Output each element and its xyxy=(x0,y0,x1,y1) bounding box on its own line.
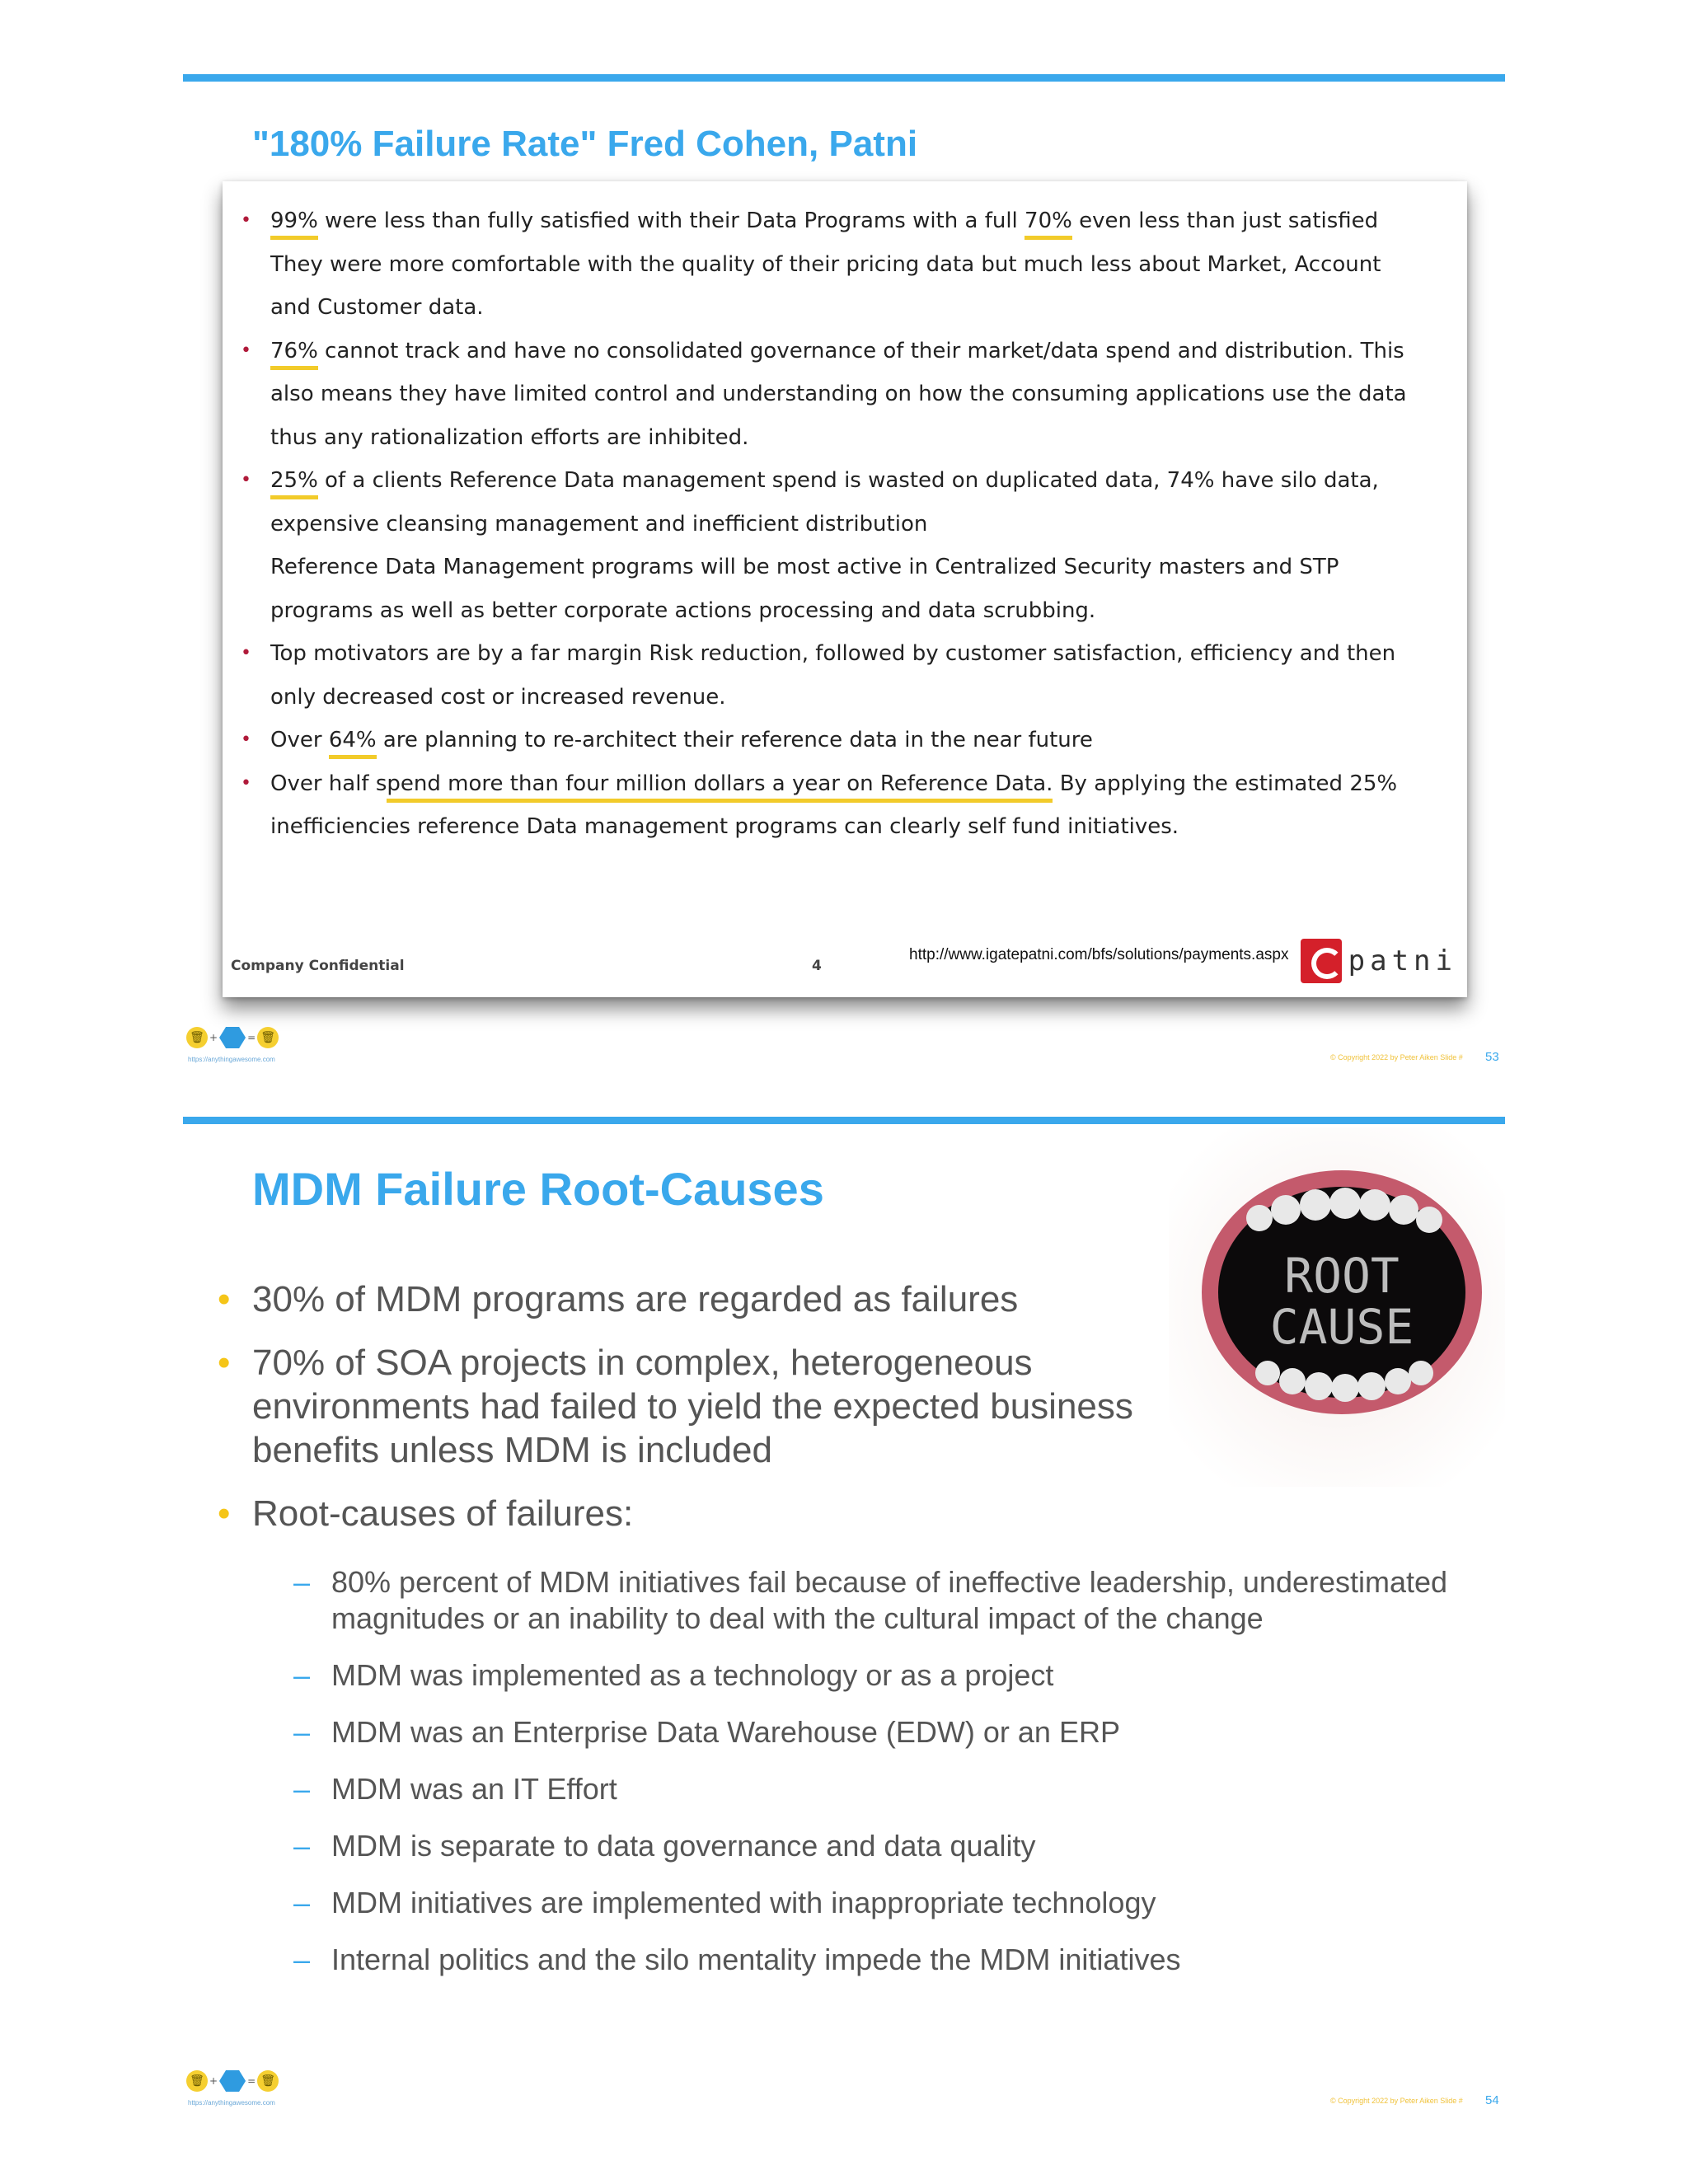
footer-url: https://anythingawesome.com xyxy=(188,1056,275,1063)
image-text-cause: CAUSE xyxy=(1269,1299,1414,1355)
highlighted-stat: 25% xyxy=(270,468,318,499)
slide-title: MDM Failure Root-Causes xyxy=(252,1163,824,1215)
dash-icon: – xyxy=(293,1658,311,1692)
bullet-icon: • xyxy=(241,470,251,490)
patni-logo xyxy=(1301,938,1457,984)
list-item: – MDM was an IT Effort xyxy=(293,1772,617,1806)
highlighted-stat: 99% xyxy=(270,209,318,240)
patni-logo-text: patni xyxy=(1348,944,1457,977)
dash-icon: – xyxy=(293,1943,311,1976)
trash-icon: 🗑 xyxy=(257,1027,279,1048)
bullet-icon: • xyxy=(241,729,251,750)
list-item: • Top motivators are by a far margin Risk reduction, followed by customer satisfaction, efficiency and then only decreased cost or increased revenue. xyxy=(241,632,1428,719)
list-item: – MDM was implemented as a technology or as a project xyxy=(293,1658,1054,1692)
dash-icon: – xyxy=(293,1565,311,1599)
list-item: • 76% cannot track and have no consolidated governance of their market/data spend and distribution. This also means they have limited control and understanding on how the consuming applications use the data thus any rationalization efforts are inhibited. xyxy=(241,330,1428,460)
hexagon-icon xyxy=(219,1027,246,1048)
list-item: • Root-causes of failures: xyxy=(218,1493,634,1534)
footer-copyright: © Copyright 2022 by Peter Aiken Slide # xyxy=(1330,2097,1463,2105)
company-confidential-label: Company Confidential xyxy=(231,958,405,974)
root-cause-mouth-image xyxy=(1169,1127,1505,1487)
footer-url: https://anythingawesome.com xyxy=(188,2099,275,2107)
sub-bullet-list xyxy=(293,1564,1472,1999)
list-item: – MDM was an Enterprise Data Warehouse (EDW) or an ERP xyxy=(293,1715,1120,1749)
bullet-list xyxy=(241,199,1428,849)
patni-logo-icon xyxy=(1301,939,1342,983)
list-item: • Over half spend more than four million dollars a year on Reference Data. By applying the estimated 25% inefficiencies reference Data management programs can clearly self fund initiatives. xyxy=(241,762,1428,849)
dash-icon: – xyxy=(293,1772,311,1806)
dash-icon: – xyxy=(293,1715,311,1749)
footer-page-number: 54 xyxy=(1485,2093,1499,2107)
bullet-icon: • xyxy=(241,643,251,663)
highlighted-phrase: pend more than four million dollars a year on Reference Data. xyxy=(387,771,1053,803)
main-bullet-list xyxy=(218,1277,1200,1555)
footer-page-number: 53 xyxy=(1485,1050,1499,1064)
list-item: – MDM initiatives are implemented with inappropriate technology xyxy=(293,1886,1156,1919)
dash-icon: – xyxy=(293,1886,311,1919)
mouth-illustration xyxy=(1169,1127,1505,1487)
highlighted-stat: 70% xyxy=(1025,209,1072,240)
bullet-icon: • xyxy=(218,1493,231,1534)
list-item: They were more comfortable with the quality of their pricing data but much less about Market, Account and Customer data. xyxy=(270,251,1381,320)
list-item: – MDM is separate to data governance and data quality xyxy=(293,1829,1036,1863)
highlighted-stat: 64% xyxy=(329,728,377,759)
slide-top-bar xyxy=(183,1117,1505,1124)
list-item: • 99% were less than fully satisfied with their Data Programs with a full 70% even less than just satisfied xyxy=(241,199,1428,243)
footer-logo: 🗑 + = 🗑 xyxy=(186,2070,279,2092)
list-item: Reference Data Management programs will be most active in Centralized Security masters and STP programs as well as better corporate actions processing and data scrubbing. xyxy=(270,555,1339,623)
dash-icon: – xyxy=(293,1829,311,1863)
slide-top-bar xyxy=(183,74,1505,82)
list-item: – 80% percent of MDM initiatives fail because of ineffective leadership, underestimated magnitudes or an inability to deal with the cultural impact of the change xyxy=(293,1565,1448,1635)
inner-page-number: 4 xyxy=(812,958,822,974)
trash-icon: 🗑 xyxy=(186,1027,208,1048)
embedded-slide-screenshot xyxy=(223,181,1467,997)
trash-icon: 🗑 xyxy=(186,2070,208,2092)
footer-copyright: © Copyright 2022 by Peter Aiken Slide # xyxy=(1330,1053,1463,1062)
list-item: • 30% of MDM programs are regarded as failures xyxy=(218,1279,1019,1319)
bullet-icon: • xyxy=(218,1279,231,1319)
list-item: • 25% of a clients Reference Data management spend is wasted on duplicated data, 74% have silo data, expensive cleansing management and inefficient distribution xyxy=(241,459,1428,546)
highlighted-stat: 76% xyxy=(270,339,318,370)
slide-title: "180% Failure Rate" Fred Cohen, Patni xyxy=(252,124,918,164)
image-text-root: ROOT xyxy=(1284,1248,1400,1304)
list-item: • Over 64% are planning to re-architect their reference data in the near future xyxy=(241,719,1428,762)
bullet-icon: • xyxy=(241,340,251,361)
bullet-icon: • xyxy=(241,210,251,231)
bullet-icon: • xyxy=(241,772,251,794)
source-url: http://www.igatepatni.com/bfs/solutions/payments.aspx xyxy=(909,946,1289,963)
footer-logo: 🗑 + = 🗑 xyxy=(186,1027,279,1048)
bullet-icon: • xyxy=(218,1343,231,1383)
list-item: • 70% of SOA projects in complex, heterogeneous environments had failed to yield the expected business benefits unless MDM is included xyxy=(218,1343,1133,1470)
trash-icon: 🗑 xyxy=(257,2070,279,2092)
list-item: – Internal politics and the silo mentality impede the MDM initiatives xyxy=(293,1943,1181,1976)
hexagon-icon xyxy=(219,2070,246,2092)
